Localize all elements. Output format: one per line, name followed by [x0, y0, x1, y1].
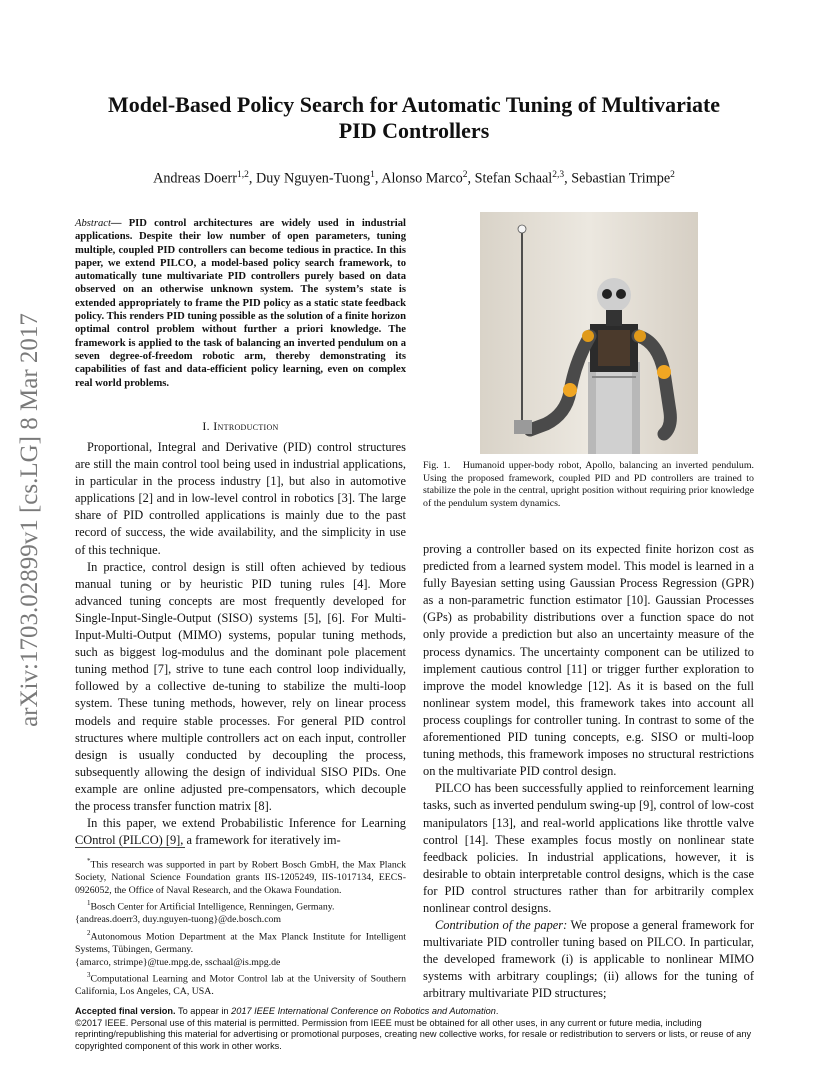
footnote [75, 957, 406, 970]
robot-figure-image [480, 212, 698, 454]
left-column [75, 439, 406, 849]
acceptance-label: Accepted final version. [75, 1006, 176, 1016]
paragraph: proving a controller based on its expected finite horizon cost as predicted from a learned system model. This model is learned in a fully Bayesian setting using Gaussian Process Regression (GPR) as a non-parametric function estimator [10]. Gaussian Processes (GPs) as probability distributions over a function space do not only provide a prediction but also an uncertainty measure of the process dynamics. The uncertainty component can be utilized to implement cautious control [11] or trigger further exploration to improve the model knowledge [12]. As it is based on the full nonlinear system model, this framework takes into account all process couplings for controller tuning. In contrast to some of the aforementioned PID tuning concepts, e.g. SISO or multi-loop tuning methods, this framework imposes no structural restrictions on the multivariate PID control design. [423, 542, 754, 779]
footnote-mark: 2 [87, 929, 91, 938]
author-list: Andreas Doerr$^{1,2}$, Duy Nguyen-Tuong$^1$, Alonso Marco$^2$, Stefan Schaal$^{2,3}$, Sebastian Trimpe$^2$ [153, 170, 675, 187]
author-name: Sebastian Trimpe [571, 170, 671, 187]
acceptance-line [75, 1006, 765, 1018]
figure-label: Fig. 1. [423, 460, 451, 471]
footnote-rule [75, 847, 185, 848]
footnote-text: {amarco, strimpe}@tue.mpg.de, sschaal@is.mpg.de [75, 956, 281, 968]
paragraph: Proportional, Integral and Derivative (PID) control structures are still the main control tool being used in industrial applications, in particular in the process industry [1], but also in automotive applications [2] and in low-level control in robotics [3]. The large share of PID controlled applications is mainly due to the past record of success, the wide availability, and the simplicity in use of this technique. [75, 440, 406, 557]
author-affiliation-mark: 2,3 [552, 170, 565, 180]
footnotes [75, 855, 406, 999]
acceptance-text: To appear in [175, 1006, 232, 1016]
footnote [75, 897, 406, 914]
author-name: Duy Nguyen-Tuong [255, 170, 371, 187]
figure-caption [423, 460, 754, 510]
footnote-mark: 3 [87, 971, 91, 980]
author-name: Alonso Marco [381, 170, 463, 187]
acceptance-end: . [495, 1006, 499, 1016]
abstract [75, 217, 406, 390]
author-affiliation-mark: 2 [462, 170, 468, 180]
author-name: Stefan Schaal [474, 170, 553, 187]
paragraph: In practice, control design is still often achieved by tedious manual tuning or by heuristic PID tuning rules [4]. More advanced tuning concepts are most frequently developed for Single-Input-Single-Output (SISO) systems [5], [6]. For Multi-Input-Multi-Output (MIMO) systems, popular tuning methods, such as biggest log-modulus and the dominant pole placement tuning method [7], strive to tune each control loop individually, followed by a collective de-tuning to stabilize the multi-loop system. These tuning methods, however, rely on linear process models and require stable processes. For general PID control structures where multiple controllers act on each input, controller design is usually conducted by decoupling the process, subsequently allowing the design of individual SISO PIDs. One example are online adjusted pre-compensators, which decouple the process transfer function matrix [8]. [75, 559, 406, 813]
author-affiliation-mark: 1,2 [237, 170, 249, 180]
section-heading [75, 419, 406, 434]
contribution-text: We propose a general framework for multivariate PID controller tuning based on PILCO. In particular, the developed framework (i) is applicable to nonlinear MIMO systems with arbitrary couplings; (ii) allows for the tuning of arbitrary multivariate PID structures; [423, 918, 754, 1001]
author-name: Andreas Doerr [153, 170, 237, 187]
publication-note [75, 1006, 765, 1052]
footnote [75, 914, 406, 927]
contribution-label: Contribution of the paper: [435, 918, 568, 933]
abstract-text: — PID control architectures are widely used in industrial applications. Despite their low number of open parameters, tuning multiple, coupled PID controllers can become tedious in practice. In this paper, we extend PILCO, a model-based policy search framework, to automatically tune multivariate PID controllers purely based on data observed on an otherwise unknown system. The system’s state is extended appropriately to frame the PID policy as a static state feedback policy. This renders PID tuning possible as the solution of a finite horizon optimal control problem without further a priori knowledge. The framework is applied to the task of balancing an inverted pendulum on a seven degree-of-freedom robotic arm, thereby demonstrating its capabilities of fast and data-efficient policy learning, even on complex real world problems. [75, 218, 406, 389]
footnote-text: This research was supported in part by Robert Bosch GmbH, the Max Planck Society, National Science Foundation grants IIS-1205249, IIS-1017134, EECS-0926052, the Office of Naval Research, and the Okawa Foundation. [75, 859, 406, 896]
footnote-mark: * [87, 857, 91, 865]
footnote-text: Computational Learning and Motor Control lab at the University of Southern California, Los Angeles, CA, USA. [75, 973, 406, 998]
footnote-mark: 1 [87, 899, 91, 908]
right-column [423, 541, 754, 1003]
robot-illustration [480, 212, 698, 454]
abstract-label: Abstract [75, 218, 111, 229]
paragraph: PILCO has been successfully applied to reinforcement learning tasks, such as inverted pendulum swing-up [9], control of low-cost manipulators [13], and real-world applications like throttle valve control [14]. These examples focus mostly on nonlinear state feedback policies. In industrial applications, however, it is desirable to obtain interpretable control designs, which is the case for PID control structures rather than for arbitrarily complex nonlinear control designs. [423, 781, 754, 915]
copyright-notice: ©2017 IEEE. Personal use of this material is permitted. Permission from IEEE must be obtained for all other uses, in any current or future media, including reprinting/republishing this material for advertising or promotional purposes, creating new collective works, for resale or redistribution to servers or lists, or reuse of any copyrighted component of this work in other works. [75, 1017, 752, 1051]
footnote-text: {andreas.doerr3, duy.nguyen-tuong}@de.bosch.com [75, 914, 282, 926]
contribution-paragraph [423, 917, 754, 1002]
paper-title: Model-Based Policy Search for Automatic Tuning of Multivariate PID Controllers [107, 92, 721, 143]
author-affiliation-mark: 1 [370, 170, 375, 180]
footnote-text: Autonomous Motion Department at the Max Planck Institute for Intelligent Systems, Tübingen, Germany. [75, 931, 406, 956]
footnote [75, 855, 406, 897]
figure-caption-text: Humanoid upper-body robot, Apollo, balancing an inverted pendulum. Using the proposed framework, coupled PID and PD controllers are trained to stabilize the pole in the central, upright position without requiring prior knowledge of the pendulum system dynamics. [423, 460, 754, 509]
author-affiliation-mark: 2 [670, 170, 675, 180]
footnote [75, 927, 406, 957]
footnote-text: Bosch Center for Artificial Intelligence, Renningen, Germany. [90, 901, 335, 913]
footnote [75, 969, 406, 999]
arxiv-stamp: arXiv:1703.02899v1 [cs.LG] 8 Mar 2017 [16, 313, 43, 727]
paragraph: In this paper, we extend Probabilistic Inference for Learning COntrol (PILCO) [9], a framework for iteratively im- [75, 816, 406, 848]
venue-name: 2017 IEEE International Conference on Robotics and Automation [231, 1006, 496, 1016]
section-number: I. [202, 419, 210, 433]
section-title: Introduction [213, 419, 279, 433]
